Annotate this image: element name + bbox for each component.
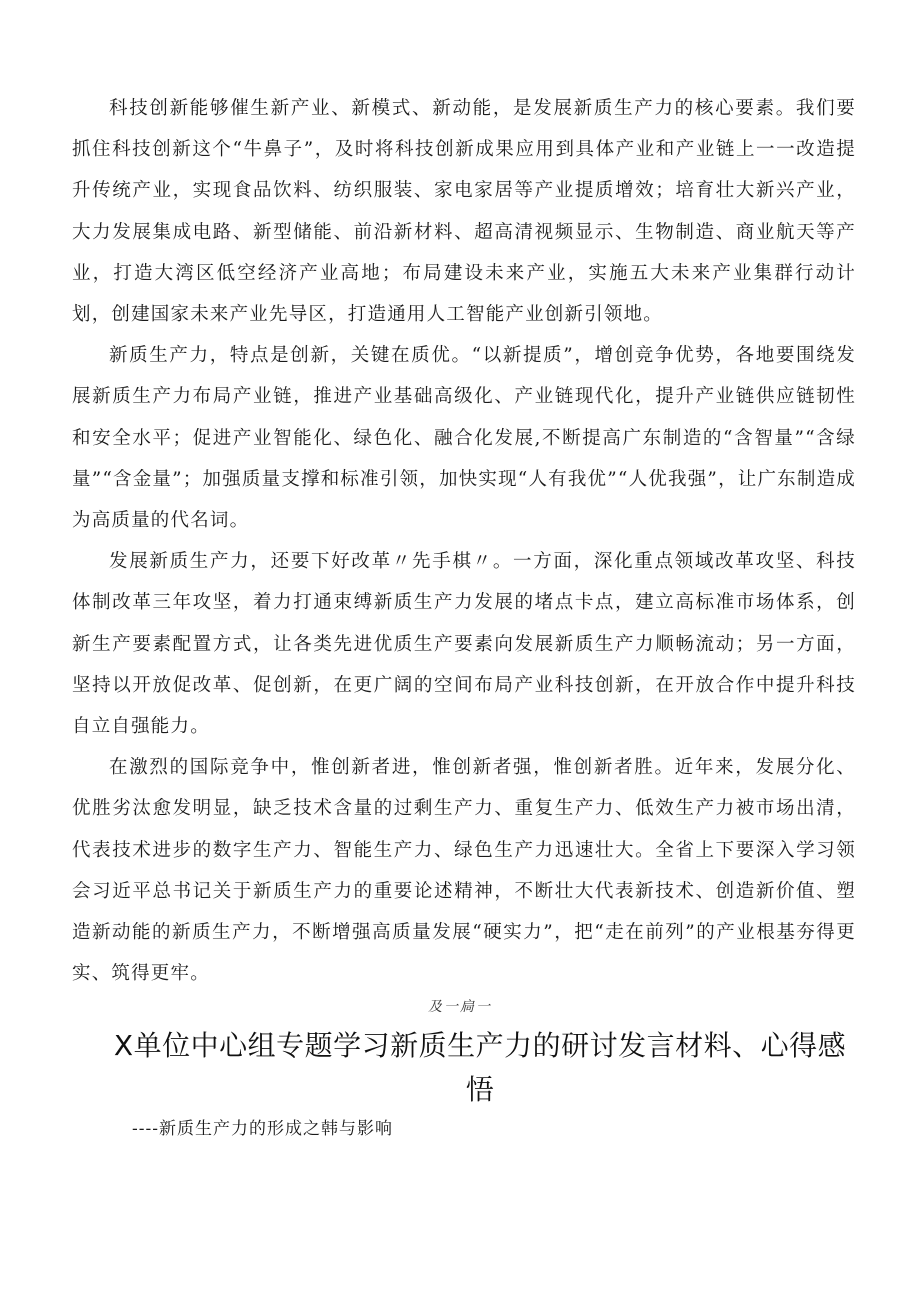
paragraph-2: 新质生产力，特点是创新，关键在质优。“以新提质”，增创竞争优势，各地要围绕发展新质生产力布局产业链，推进产业基础高级化、产业链现代化，提升产业链供应链韧性和安全水平；促进产业智能化、绿色化、融合化发展,不断提高广东制造的“含智量”“含绿量”“含金量”；加强质量支撑和标准引领，加快实现“人有我优”“人优我强”，让广东制造成为高质量的代名词。 [72, 345, 856, 532]
document-title: X单位中心组专题学习新质生产力的研讨发言材料、心得感悟 [113, 1029, 847, 1106]
body-text [72, 88, 856, 994]
paragraph-4: 在激烈的国际竞争中，惟创新者进，惟创新者强，惟创新者胜。近年来，发展分化、优胜劣汰愈发明显，缺乏技术含量的过剩生产力、重复生产力、低效生产力被市场出清，代表技术进步的数字生产力、智能生产力、绿色生产力迅速壮大。全省上下要深入学习领会习近平总书记关于新质生产力的重要论述精神，不断壮大代表新技术、创造新价值、塑造新动能的新质生产力，不断增强高质量发展“硬实力”，把“走在前列”的产业根基夯得更实、筑得更牢。 [72, 757, 856, 985]
document-subtitle: ----新质生产力的形成之韩与影响 [132, 1119, 393, 1139]
page-marker: 及一扃一 [428, 999, 492, 1015]
paragraph-3: 发展新质生产力，还要下好改革〃先手棋〃。一方面，深化重点领域改革攻坚、科技体制改革三年攻坚，着力打通束缚新质生产力发展的堵点卡点，建立高标准市场体系，创新生产要素配置方式，让各类先进优质生产要素向发展新质生产力顺畅流动；另一方面，坚持以开放促改革、促创新，在更广阔的空间布局产业科技创新，在开放合作中提升科技自立自强能力。 [72, 551, 856, 738]
paragraph-1: 科技创新能够催生新产业、新模式、新动能，是发展新质生产力的核心要素。我们要抓住科技创新这个“牛鼻子”，及时将科技创新成果应用到具体产业和产业链上一一改造提升传统产业，实现食品饮料、纺织服装、家电家居等产业提质增效；培育壮大新兴产业，大力发展集成电路、新型储能、前沿新材料、超高清视频显示、生物制造、商业航天等产业，打造大湾区低空经济产业高地；布局建设未来产业，实施五大未来产业集群行动计划，创建国家未来产业先导区，打造通用人工智能产业创新引领地。 [72, 98, 856, 326]
